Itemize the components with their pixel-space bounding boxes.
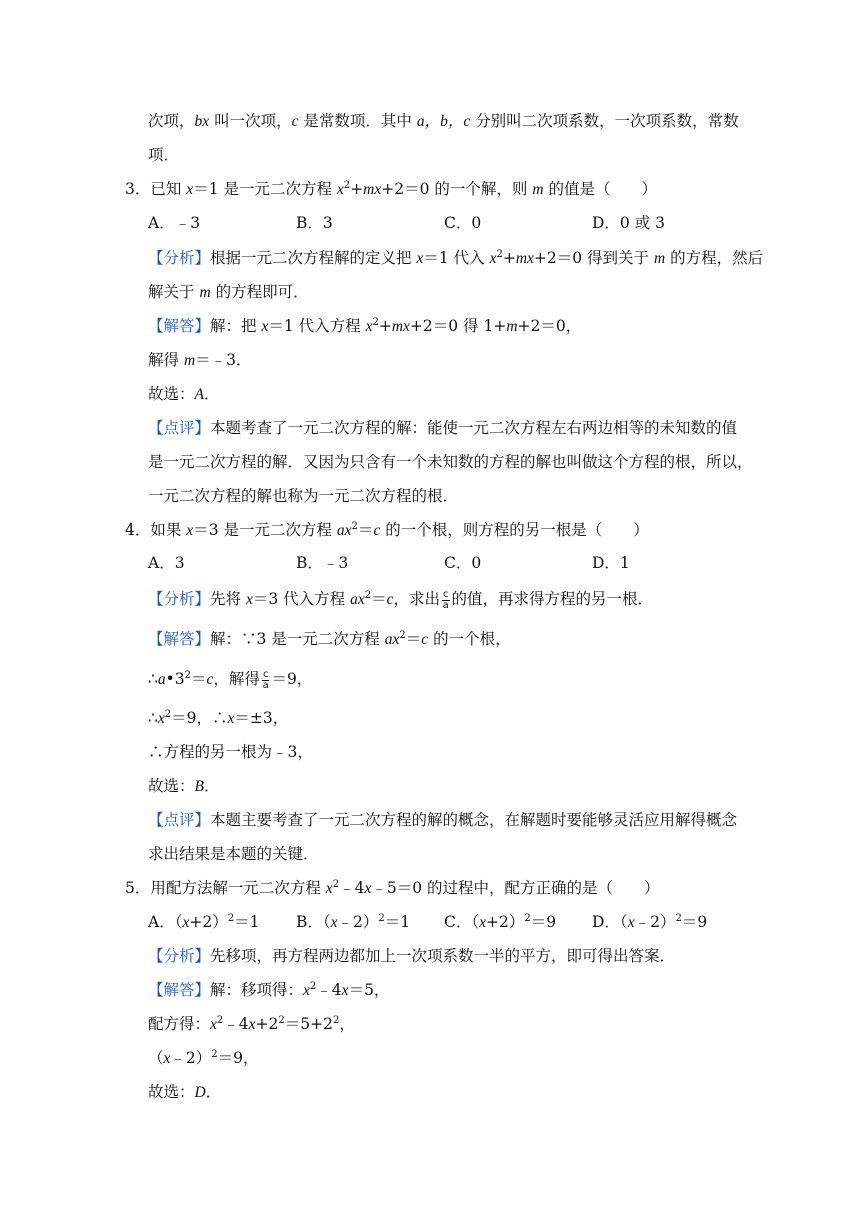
q5-choice: 故选：D． bbox=[148, 1083, 222, 1101]
q4-answer: 【解答】解：∵3 是一元二次方程 $ax^2=c$ 的一个根， bbox=[148, 630, 511, 648]
q4-comment: 【点评】本题主要考查了一元二次方程的解的概念，在解题时要能够灵活应用解得概念 bbox=[148, 811, 738, 829]
q4-option-d: D．1 bbox=[592, 554, 630, 572]
q4-step-1: $\therefore a•3^2=c$，解得 $\frac{c}{a}$ ＝9， bbox=[148, 668, 313, 691]
q3-solution: 解得 m＝﹣3． bbox=[148, 351, 252, 369]
q5-step-2: （x﹣2）$^2$＝9， bbox=[148, 1049, 259, 1067]
analysis-tag: 【分析】 bbox=[148, 947, 211, 965]
q4-option-a: A．3 bbox=[148, 554, 185, 572]
q5-option-c: C．$(x+2)^2=9$ bbox=[444, 913, 557, 931]
analysis-tag: 【分析】 bbox=[148, 590, 211, 608]
q5-option-d: D．（x﹣2）$^2$＝9 bbox=[592, 913, 708, 931]
q3-analysis-2: 解关于 m 的方程即可． bbox=[148, 283, 309, 301]
analysis-tag: 【分析】 bbox=[148, 249, 211, 267]
q4-step-3: ∴方程的另一根为﹣3， bbox=[148, 743, 313, 761]
q3-comment-3: 一元二次方程的解也称为一元二次方程的根． bbox=[148, 487, 459, 505]
q4-option-c: C．0 bbox=[444, 554, 482, 572]
q3-comment: 【点评】本题考查了一元二次方程的解：能使一元二次方程左右两边相等的未知数的值 bbox=[148, 419, 738, 437]
intro-line-1: 次项，bx 叫一次项，c 是常数项．其中 a，b，c 分别叫二次项系数，一次项系数，常数 bbox=[148, 112, 739, 130]
q5-option-a: A．$(x+2)^2=1$ bbox=[148, 913, 260, 931]
q3-option-d: D．0 或 3 bbox=[592, 214, 666, 232]
q3-choice: 故选：A． bbox=[148, 385, 220, 403]
comment-tag: 【点评】 bbox=[148, 811, 211, 829]
fraction-c-over-a: $\frac{c}{a}$ bbox=[262, 668, 269, 691]
intro-line-2: 项． bbox=[148, 146, 180, 164]
q4-option-b: B．﹣3 bbox=[296, 554, 349, 572]
q3-answer: 【解答】解：把 x＝1 代入方程 $x^2+mx+2=0$ 得 1+m+2＝0， bbox=[148, 317, 582, 335]
fraction-c-over-a: $\frac{c}{a}$ bbox=[442, 588, 449, 611]
answer-tag: 【解答】 bbox=[148, 630, 211, 648]
answer-tag: 【解答】 bbox=[148, 981, 211, 999]
q3-option-c: C．0 bbox=[444, 214, 482, 232]
q3-analysis: 【分析】根据一元二次方程解的定义把 x＝1 代入 $x^2+mx+2=0$ 得到关于 m 的方程，然后 bbox=[148, 249, 764, 267]
q4-comment-2: 求出结果是本题的关键． bbox=[148, 845, 319, 863]
q3-option-b: B．3 bbox=[296, 214, 333, 232]
q5-stem: 5．用配方法解一元二次方程 $x^2﹣4x﹣5=0$ 的过程中，配方正确的是（ ） bbox=[125, 879, 660, 897]
q5-analysis: 【分析】先移项，再方程两边都加上一次项系数一半的平方，即可得出答案． bbox=[148, 947, 676, 965]
q3-stem: 3．已知 x＝1 是一元二次方程 $x^2+mx+2=0$ 的一个解，则 m 的值是（ ） bbox=[125, 180, 657, 198]
q3-comment-2: 是一元二次方程的解．又因为只含有一个未知数的方程的解也叫做这个方程的根，所以， bbox=[148, 453, 753, 471]
q4-analysis: 【分析】先将 x＝3 代入方程 $ax^2=c$，求出 $\frac{c}{a}$ 的值，再求得方程的另一根． bbox=[148, 588, 654, 611]
answer-tag: 【解答】 bbox=[148, 317, 211, 335]
q4-stem: 4．如果 x＝3 是一元二次方程 $ax^2=c$ 的一个根，则方程的另一根是（ ） bbox=[125, 521, 649, 539]
q5-answer: 【解答】解：移项得：$x^2﹣4x=5$， bbox=[148, 981, 390, 999]
q3-option-a: A．﹣3 bbox=[148, 214, 201, 232]
comment-tag: 【点评】 bbox=[148, 419, 211, 437]
q5-option-b: B．（x﹣2）$^2$＝1 bbox=[296, 913, 411, 931]
q4-choice: 故选：B． bbox=[148, 777, 220, 795]
q5-step-1: 配方得：$x^2﹣4x+2^2=5+2^2$， bbox=[148, 1015, 355, 1033]
q4-step-2: $\therefore x^2=9$，∴x＝±3， bbox=[148, 709, 289, 727]
